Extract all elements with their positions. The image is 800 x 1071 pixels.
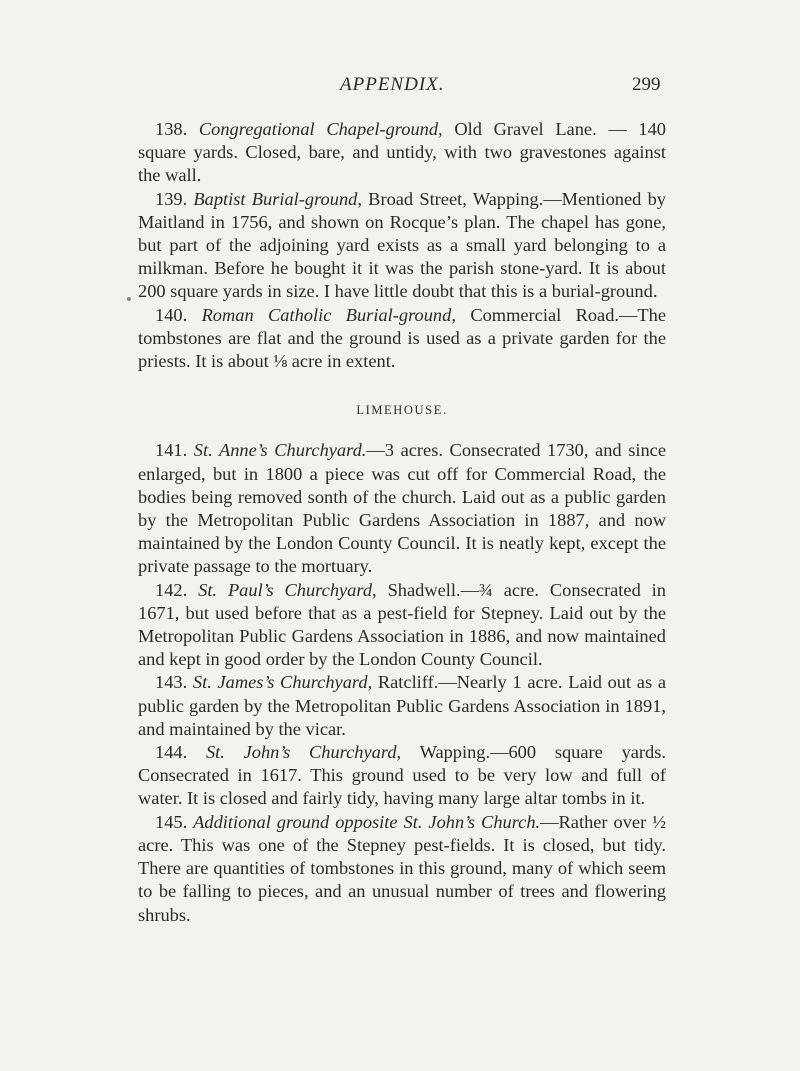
entry-name: Additional ground opposite St. John’s Church. [193, 811, 541, 832]
entry-number: 143. [155, 672, 188, 693]
entry-text: Old Gravel Lane. — 140 square yards. Closed, bare, and untidy, with two gravestones against the wall. [138, 119, 666, 186]
entry-text: Shadwell.—¾ acre. Consecrated in 1671, but used before that as a pest-field for Stepney. Laid out by the Metropolitan Public Gardens Association in 1886, and now maintained and kept in good order by the London County Council. [138, 579, 666, 670]
entry-141 [138, 439, 666, 578]
entry-name: Congregational Chapel-ground, [198, 119, 443, 139]
entry-name: St. James’s Churchyard, [192, 672, 373, 693]
entry-140 [138, 304, 666, 374]
entry-142 [138, 579, 666, 672]
entry-text: Ratcliff.—Nearly 1 acre. Laid out as a public garden by the Metropolitan Public Gardens Association in 1891, and maintained by the vicar. [138, 672, 666, 739]
entry-138 [138, 118, 666, 188]
entry-text: —Rather over ½ acre. This was one of the Stepney pest-fields. It is closed, but tidy. There are quantities of tombstones in this ground, many of which seem to be falling to pieces, and an unusual number of trees and flowering shrubs. [138, 811, 666, 925]
entry-text: Broad Street, Wapping.—Mentioned by Maitland in 1756, and shown on Rocque’s plan. The chapel has gone, but part of the adjoining yard exists as a small yard belonging to a milkman. Before he bought it it was the parish stone-yard. It is about 200 square yards in size. I have little doubt that this is a burial-ground. [138, 188, 666, 302]
entry-text: —3 acres. Consecrated 1730, and since enlarged, but in 1800 a piece was cut off for Commercial Road, the bodies being removed sonth of the church. Laid out as a public garden by the Metropolitan Public Gardens Association in 1887, and now maintained by the London County Council. It is neatly kept, except the private passage to the mortuary. [138, 440, 666, 577]
entry-number: 145. [155, 811, 188, 832]
page-header [0, 74, 800, 104]
entry-144 [138, 741, 666, 811]
entry-name: Baptist Burial-ground, [193, 188, 362, 209]
entry-number: 139. [155, 188, 188, 209]
entry-143 [138, 671, 666, 741]
entry-name: St. John’s Churchyard, [205, 742, 402, 763]
margin-mark [127, 297, 131, 301]
page-number: 299 [632, 74, 661, 95]
entry-139 [138, 188, 666, 304]
entry-145 [138, 811, 666, 927]
entry-number: 142. [155, 579, 188, 600]
entry-name: St. Paul’s Churchyard, [198, 579, 377, 600]
running-head: APPENDIX. [340, 74, 445, 95]
entry-name: St. Anne’s Churchyard. [193, 440, 367, 461]
page-body [138, 118, 666, 927]
section-heading: LIMEHOUSE. [356, 403, 448, 418]
entry-text: Commercial Road.—The tombstones are flat and the ground is used as a private garden for the priests. It is about ⅛ acre in extent. [138, 304, 666, 372]
entry-number: 138. [155, 119, 188, 139]
entry-number: 140. [155, 304, 188, 325]
entry-number: 144. [155, 742, 188, 763]
entry-name: Roman Catholic Burial-ground, [201, 304, 456, 325]
entry-text: Wapping.—600 square yards. Consecrated in 1617. This ground used to be very low and full of water. It is closed and fairly tidy, having many large altar tombs in it. [138, 742, 667, 809]
entry-number: 141. [155, 440, 188, 461]
